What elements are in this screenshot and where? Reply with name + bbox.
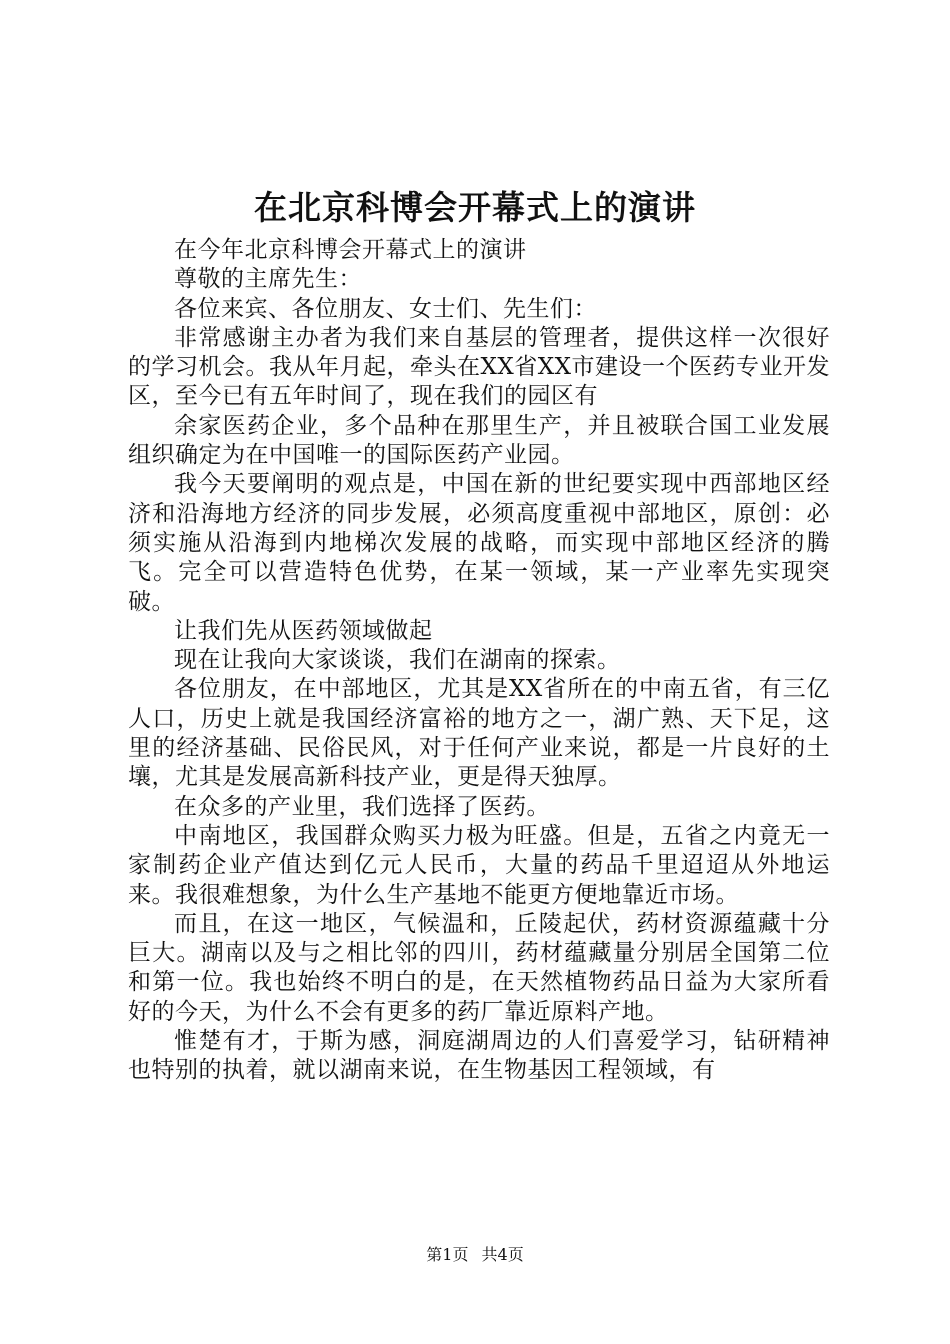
paragraph: 在众多的产业里，我们选择了医药。: [174, 793, 550, 820]
paragraph: 余家医药企业，多个品种在那里生产，并且被联合国工业发展组织确定为在中国唯一的国际医药产业园。: [128, 412, 830, 469]
paragraph: 惟楚有才，于斯为感，洞庭湖周边的人们喜爱学习，钻研精神也特别的执着，就以湖南来说，在生物基因工程领域，有: [128, 1028, 830, 1084]
paragraph: 中南地区，我国群众购买力极为旺盛。但是，五省之内竟无一家制药企业产值达到亿元人民币，大量的药品千里迢迢从外地运来。我很难想象，为什么生产基地不能更方便地靠近市场。: [128, 822, 830, 908]
paragraph: 让我们先从医药领域做起: [174, 617, 433, 644]
paragraph: 而且，在这一地区，气候温和，丘陵起伏，药材资源蕴藏十分巨大。湖南以及与之相比邻的四川，药材蕴藏量分别居全国第二位和第一位。我也始终不明白的是，在天然植物药品日益为大家所看好的今天，为什么不会有更多的药厂靠近原料产地。: [128, 910, 830, 1025]
paragraph: 各位朋友，在中部地区，尤其是XX省所在的中南五省，有三亿人口，历史上就是我国经济富裕的地方之一，湖广熟、天下足，这里的经济基础、民俗民风，对于任何产业来说，都是一片良好的土壤，尤其是发展高新科技产业，更是得天独厚。: [128, 676, 830, 791]
document-body: [128, 236, 830, 1086]
paragraph: 我今天要阐明的观点是，中国在新的世纪要实现中西部地区经济和沿海地方经济的同步发展，必须高度重视中部地区，原创：必须实施从沿海到内地梯次发展的战略，而实现中部地区经济的腾飞。完全可以营造特色优势，在某一领域，某一产业率先实现突破。: [128, 471, 830, 615]
paragraph: 在今年北京科博会开幕式上的演讲: [174, 237, 527, 263]
page-total: 共4页: [481, 1245, 524, 1264]
paragraph: 现在让我向大家谈谈，我们在湖南的探索。: [174, 647, 621, 674]
paragraph: 非常感谢主办者为我们来自基层的管理者，提供这样一次很好的学习机会。我从年月起，牵头在XX省XX市建设一个医药专业开发区，至今已有五年时间了，现在我们的园区有: [128, 324, 830, 410]
page-number: 第1页: [426, 1245, 469, 1264]
page-footer: [0, 1244, 950, 1266]
paragraph: 各位来宾、各位朋友、女士们、先生们：: [174, 295, 597, 322]
paragraph: 尊敬的主席先生：: [174, 266, 362, 293]
document-title: 在北京科博会开幕式上的演讲: [254, 188, 696, 227]
